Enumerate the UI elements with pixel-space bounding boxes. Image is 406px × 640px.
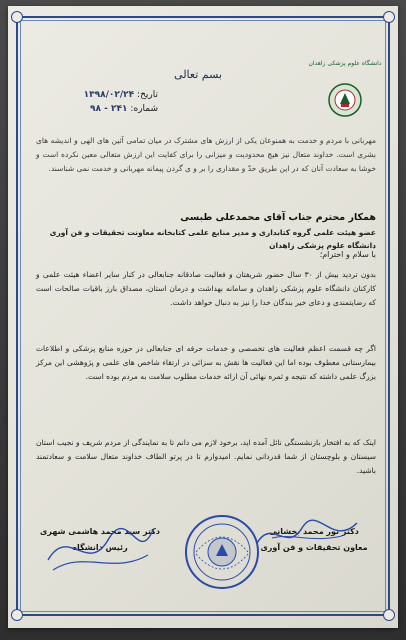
date-value: ۱۳۹۸/۰۲/۲۴ bbox=[83, 90, 135, 100]
handwritten-signature-left bbox=[38, 520, 158, 580]
corner-ornament bbox=[383, 11, 395, 23]
recipient-role: عضو هیئت علمی گروه کتابداری و مدیر منابع علمی کتابخانه معاونت تحقیقات و فن آوری دانشگاه علوم پزشکی زاهدان bbox=[49, 228, 376, 250]
number-row bbox=[38, 102, 158, 116]
signer-name: دکتر نور محمد بخشانی bbox=[269, 527, 359, 536]
signature-area bbox=[34, 512, 380, 612]
salutation: با سلام و احترام؛ bbox=[319, 250, 376, 259]
number-label: شماره: bbox=[130, 104, 158, 114]
signer-name: دکتر سید محمد هاشمی شهری bbox=[40, 527, 160, 536]
body-paragraph-1: بدون تردید بیش از ۳۰ سال حضور شریفتان و فعالیت صادقانه جنابعالی در کنار سایر اعضاء هیئت علمی و کارکنان دانشگاه علوم پزشکی زاهدان و سامانه بهداشت و درمان استان، مصداق بارز باقیات صالحات است که رضایتمندی و دعای خیر بندگان خدا را نیز به دنبال خواهد داشت. bbox=[36, 270, 376, 307]
certificate-paper bbox=[8, 6, 398, 628]
signer-title: معاون تحقیقات و فن آوری bbox=[260, 543, 368, 552]
number-value: ۲۴۱ - ۹۸ bbox=[90, 104, 128, 114]
university-logo bbox=[300, 60, 390, 130]
corner-ornament bbox=[383, 609, 395, 621]
date-row bbox=[38, 88, 158, 102]
body-paragraph-3: اینک که به افتخار بازنشستگی نائل آمده اید، برخود لازم می دانم تا به نمایندگی از مردم شریف و نجیب استان سیستان و بلوچستان از شما قدردانی نمایم. امیدوارم تا در پرتو الطاف خداوند متعال سلامت و سعادتمند باشید. bbox=[36, 438, 376, 475]
date-label: تاریخ: bbox=[137, 90, 158, 100]
recipient-block bbox=[36, 210, 376, 252]
logo-caption: دانشگاه علوم پزشکی زاهدان bbox=[308, 60, 382, 67]
basmala-heading: بسم تعالی bbox=[174, 68, 222, 81]
official-stamp bbox=[182, 512, 262, 592]
body-paragraph-2: اگر چه قسمت اعظم فعالیت های تخصصی و خدمات حرفه ای جنابعالی در حوزه منابع پزشکی و اطلاعات بیمارستانی معطوف بوده اما این فعالیت ها نقش به سزائی در ارتقاء شاخص های علمی و پژوهشی این مرکز بزرگ علمی داشته که نتیجه و ثمره نهائی آن ارائه خدمات مطلوب سلامت به مردم بوده است. bbox=[36, 344, 376, 381]
handwritten-signature-right bbox=[252, 508, 362, 558]
corner-ornament bbox=[11, 609, 23, 621]
signer-title: رئیس دانشگاه bbox=[72, 543, 128, 552]
intro-paragraph: مهربانی با مردم و خدمت به همنوعان یکی از ارزش های مشترک در میان تمامی آئین های الهی و اندیشه های بشری است. خداوند متعال نیز هیچ محدودیت و میزانی را برای کفایت این ارزش متعالی معین نکرده است و خوشا به سعادت آنان که در این طریق حدّ و مقداری را بر و ی گردن پیمانه مهربانی و خدمت نمی شناسند. bbox=[36, 136, 376, 173]
letter-metadata bbox=[38, 88, 158, 116]
recipient-name: همکار محترم جناب آقای محمدعلی طبسی bbox=[180, 212, 376, 223]
emblem-icon bbox=[300, 60, 390, 130]
corner-ornament bbox=[11, 11, 23, 23]
